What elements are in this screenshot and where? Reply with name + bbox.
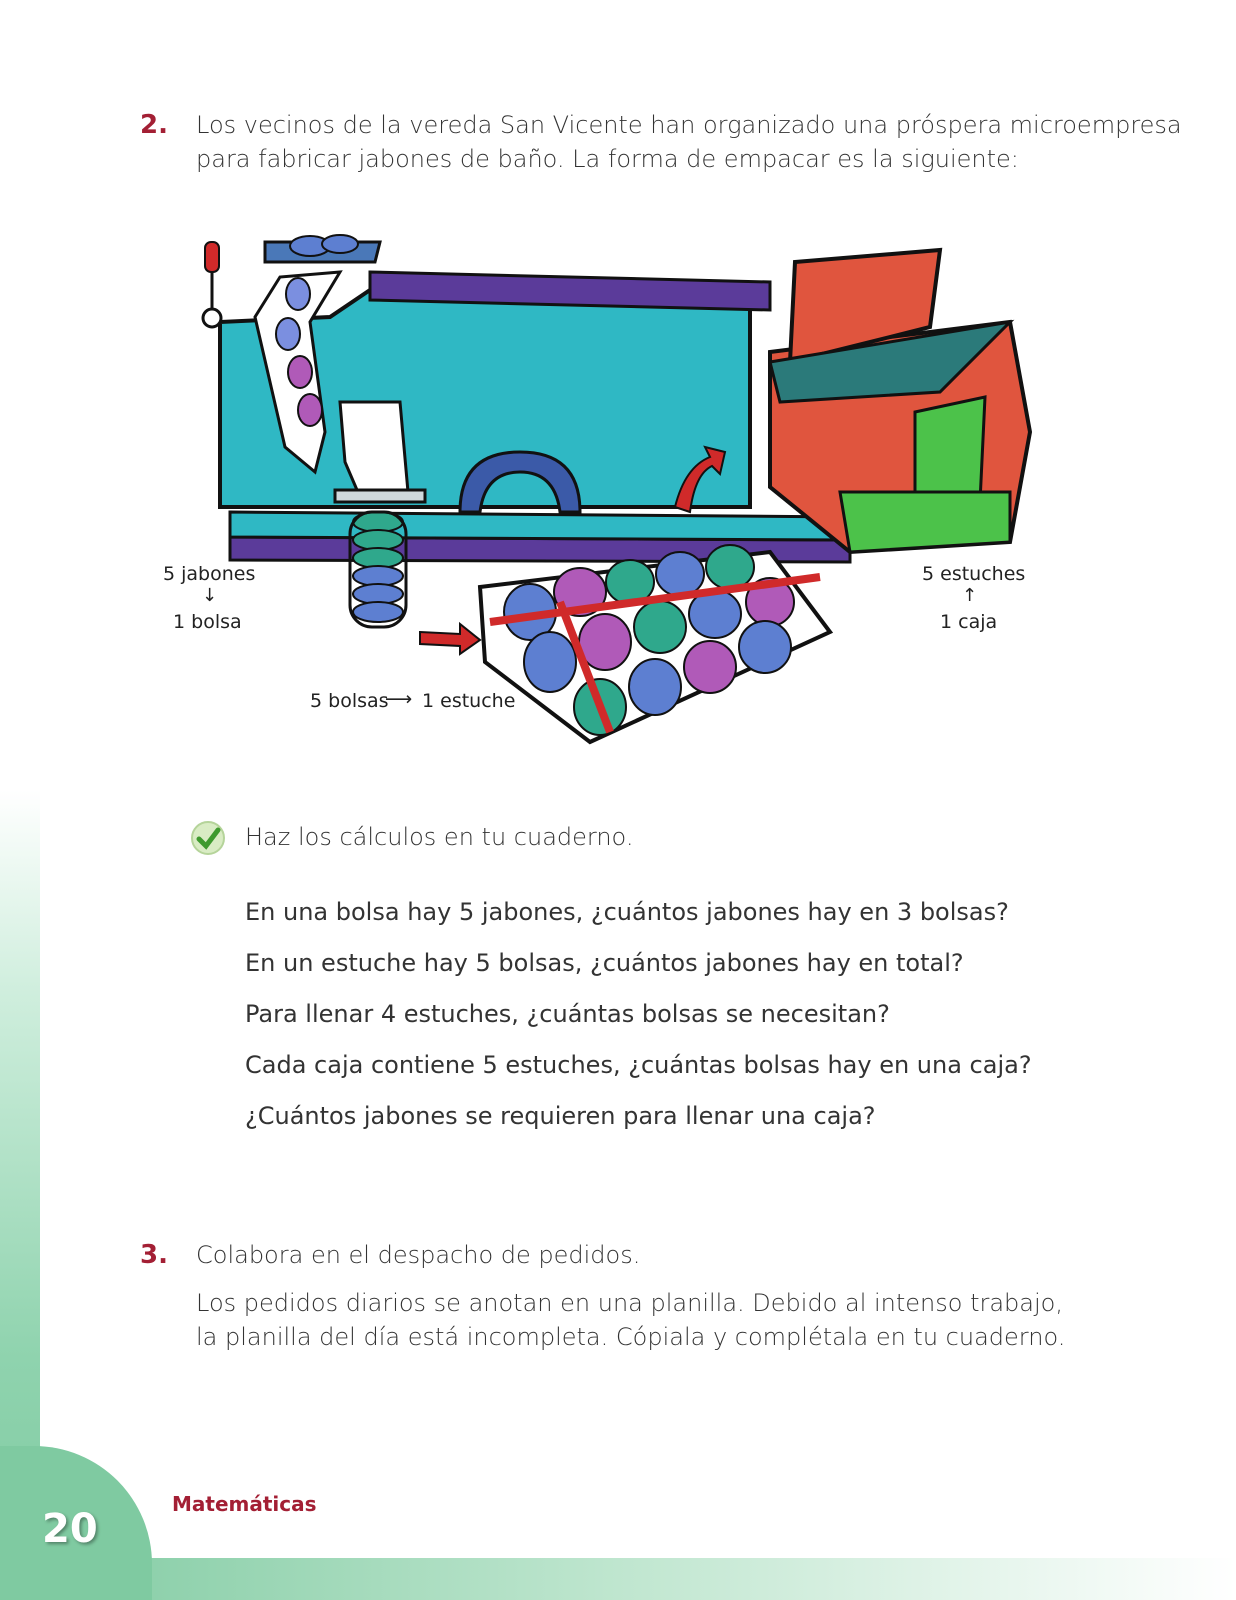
exercise-2-line-2: para fabricar jabones de baño. La forma de empacar es la siguiente:	[196, 145, 1019, 173]
subject-label: Matemáticas	[172, 1492, 317, 1516]
arrow-up-icon: ↑	[962, 585, 978, 606]
exercise-3-number: 3.	[140, 1240, 168, 1270]
label-1-estuche: 1 estuche	[422, 690, 516, 712]
label-5-estuches: 5 estuches	[922, 563, 1026, 585]
bottom-decorative-band	[0, 1558, 1236, 1600]
label-5-bolsas: 5 bolsas	[310, 690, 389, 712]
exercise-2-number: 2.	[140, 110, 168, 140]
exercise-3-line-2: la planilla del día está incompleta. Cópiala y complétala en tu cuaderno.	[196, 1323, 1066, 1351]
soap-factory-illustration	[150, 222, 1050, 762]
label-5-jabones: 5 jabones	[163, 563, 256, 585]
page-number: 20	[42, 1506, 98, 1552]
question-3: Para llenar 4 estuches, ¿cuántas bolsas se necesitan?	[245, 1000, 890, 1028]
exercise-3-title: Colabora en el despacho de pedidos.	[196, 1241, 641, 1269]
question-5: ¿Cuántos jabones se requieren para llenar una caja?	[245, 1102, 876, 1130]
exercise-2-line-1: Los vecinos de la vereda San Vicente han organizado una próspera microempresa	[196, 111, 1182, 139]
check-icon	[190, 820, 226, 856]
arrow-right-icon: ⟶	[385, 688, 413, 710]
question-4: Cada caja contiene 5 estuches, ¿cuántas bolsas hay en una caja?	[245, 1051, 1032, 1079]
question-1: En una bolsa hay 5 jabones, ¿cuántos jabones hay en 3 bolsas?	[245, 898, 1009, 926]
exercise-3-line-1: Los pedidos diarios se anotan en una planilla. Debido al intenso trabajo,	[196, 1289, 1063, 1317]
arrow-down-icon: ↓	[202, 585, 218, 606]
question-2: En un estuche hay 5 bolsas, ¿cuántos jabones hay en total?	[245, 949, 964, 977]
label-1-bolsa: 1 bolsa	[173, 611, 242, 633]
label-1-caja: 1 caja	[940, 611, 998, 633]
instruction-text: Haz los cálculos en tu cuaderno.	[245, 823, 634, 851]
